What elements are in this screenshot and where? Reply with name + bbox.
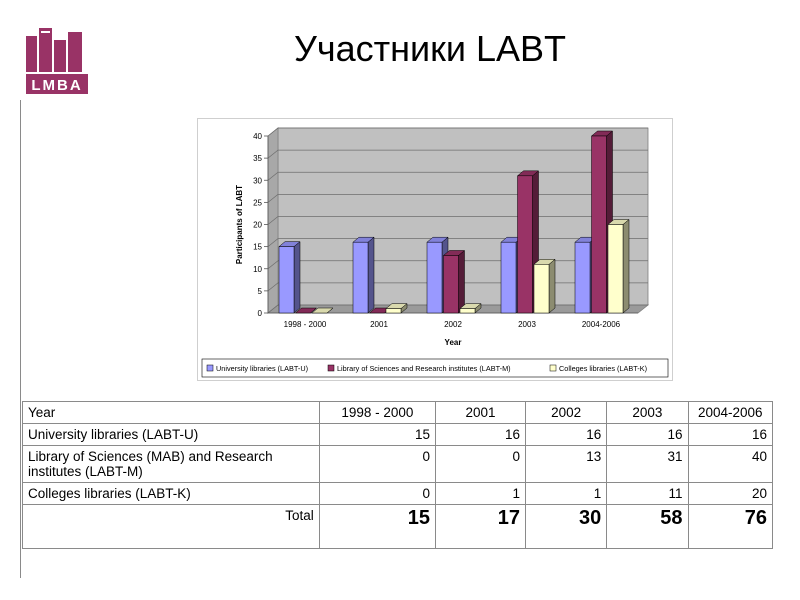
value-cell: 17 — [435, 505, 525, 549]
value-cell: 1998 - 2000 — [319, 402, 435, 424]
value-cell: 20 — [688, 483, 772, 505]
x-tick-label: 2003 — [518, 320, 536, 329]
x-tick-label: 2001 — [370, 320, 388, 329]
value-cell: 2004-2006 — [688, 402, 772, 424]
bar — [386, 309, 401, 313]
value-cell: 58 — [607, 505, 688, 549]
y-tick-label: 0 — [257, 309, 262, 318]
row-label-cell: Year — [23, 402, 320, 424]
value-cell: 16 — [607, 424, 688, 446]
x-tick-label: 2002 — [444, 320, 462, 329]
y-axis-title: Participants of LABT — [235, 184, 244, 265]
slide-divider-line — [20, 100, 21, 578]
bar-side — [549, 259, 555, 313]
bar — [279, 247, 294, 313]
table-row — [23, 446, 773, 483]
value-cell: 2001 — [435, 402, 525, 424]
bar — [592, 136, 607, 313]
table-header-row — [23, 402, 773, 424]
value-cell: 13 — [526, 446, 607, 483]
chart-canvas — [198, 119, 674, 382]
y-tick-label: 25 — [253, 198, 262, 208]
legend-swatch — [550, 365, 556, 371]
bar-chart — [197, 118, 673, 381]
lmba-logo — [26, 28, 88, 94]
value-cell: 15 — [319, 505, 435, 549]
value-cell: 30 — [526, 505, 607, 549]
legend-swatch — [207, 365, 213, 371]
table-row — [23, 483, 773, 505]
y-tick-label: 30 — [253, 176, 262, 186]
value-cell: 1 — [435, 483, 525, 505]
value-cell: 40 — [688, 446, 772, 483]
bar — [575, 242, 590, 313]
value-cell: 2002 — [526, 402, 607, 424]
y-tick-label: 40 — [253, 132, 262, 141]
bar-side — [459, 250, 465, 313]
bar — [427, 242, 442, 313]
table-total-row — [23, 505, 773, 549]
bar — [501, 242, 516, 313]
row-label-cell: University libraries (LABT-U) — [23, 424, 320, 446]
value-cell: 0 — [319, 483, 435, 505]
value-cell: 2003 — [607, 402, 688, 424]
bar — [518, 176, 533, 313]
value-cell: 0 — [319, 446, 435, 483]
bar-side — [368, 237, 374, 313]
legend-label: Colleges libraries (LABT-K) — [559, 364, 647, 373]
slide-title: Участники LABT — [294, 28, 567, 69]
value-cell: 16 — [526, 424, 607, 446]
x-tick-label: 2004-2006 — [581, 320, 621, 329]
y-tick-label: 35 — [253, 154, 262, 164]
bar-side — [623, 220, 629, 314]
table-row — [23, 424, 773, 446]
row-label-cell: Colleges libraries (LABT-K) — [23, 483, 320, 505]
value-cell: 16 — [435, 424, 525, 446]
value-cell: 16 — [688, 424, 772, 446]
x-axis-title: Year — [444, 338, 462, 347]
svg-text:LMBA: LMBA — [31, 77, 83, 94]
value-cell: 31 — [607, 446, 688, 483]
y-tick-label: 20 — [253, 220, 262, 230]
y-tick-label: 5 — [257, 286, 262, 296]
y-tick-label: 10 — [253, 264, 262, 274]
bar — [608, 225, 623, 314]
bar — [444, 255, 459, 313]
value-cell: 15 — [319, 424, 435, 446]
y-tick-label: 15 — [253, 242, 262, 252]
bar — [460, 309, 475, 313]
bar — [534, 264, 549, 313]
value-cell: 1 — [526, 483, 607, 505]
value-cell: 76 — [688, 505, 772, 549]
value-cell: 0 — [435, 446, 525, 483]
legend-swatch — [328, 365, 334, 371]
row-label-cell: Library of Sciences (MAB) and Research institutes (LABT-M) — [23, 446, 320, 483]
bar — [353, 242, 368, 313]
legend-label: University libraries (LABT-U) — [216, 364, 309, 373]
data-table — [22, 401, 773, 549]
x-tick-label: 1998 - 2000 — [283, 320, 327, 329]
row-label-cell: Total — [23, 505, 320, 549]
legend-label: Library of Sciences and Research institutes (LABT-M) — [337, 364, 511, 373]
value-cell: 11 — [607, 483, 688, 505]
bar-side — [294, 242, 300, 313]
